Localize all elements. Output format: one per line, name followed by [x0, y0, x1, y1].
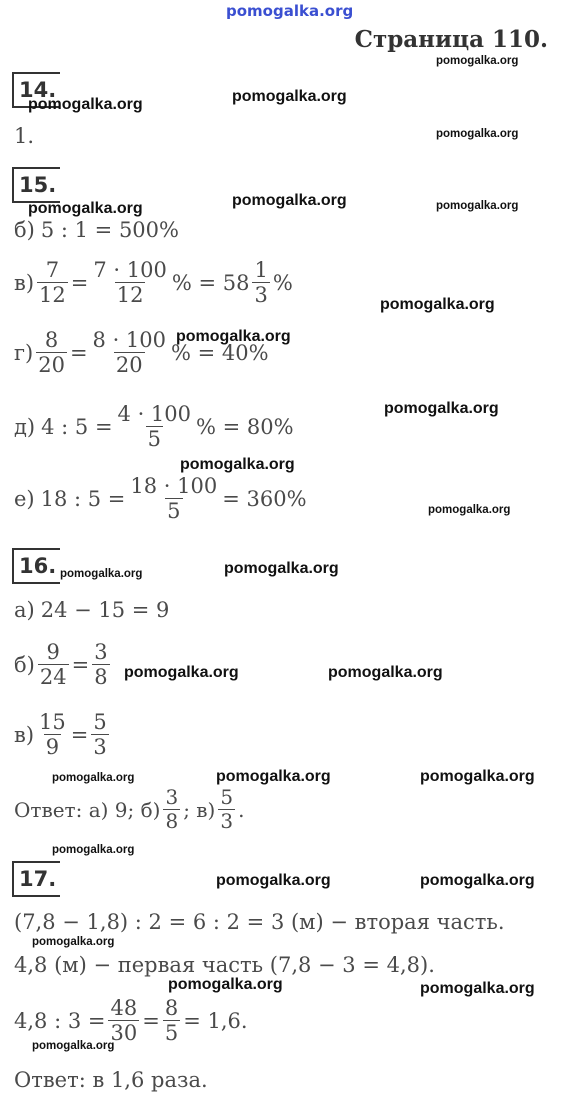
watermark: pomogalka.org	[52, 772, 135, 784]
page-title: Страница 110.	[354, 26, 548, 53]
watermark: pomogalka.org	[436, 55, 519, 67]
task-16-answer: Ответ: а) 9; б) $\frac{3}{8}$ ; в) $\frac{5}{3}$ .	[14, 785, 245, 833]
watermark: pomogalka.org	[176, 328, 291, 345]
task-15-g: г) $\frac{8}{20}$ = $\frac{8 \cdot 100}{20}$ % = 40%	[14, 328, 269, 378]
task-15-v: в) $\frac{7}{12}$ = $\frac{7 \cdot 100}{12}$ % = 58 $\frac{1}{3}$ %	[14, 258, 293, 308]
task-16-a: а) 24 − 15 = 9	[14, 598, 170, 622]
watermark: pomogalka.org	[28, 96, 143, 113]
watermark: pomogalka.org	[420, 872, 535, 889]
watermark: pomogalka.org	[168, 976, 283, 993]
watermark: pomogalka.org	[420, 980, 535, 997]
fraction: $\frac{3}{8}$	[94, 640, 108, 690]
task-number-15: 15.	[12, 167, 60, 203]
fraction: $\frac{7}{12}$	[39, 258, 66, 308]
watermark: pomogalka.org	[124, 664, 239, 681]
task-16-b: б) $\frac{9}{24}$ = $\frac{3}{8}$	[14, 640, 108, 690]
fraction: $\frac{18 \cdot 100}{5}$	[130, 474, 218, 524]
watermark: pomogalka.org	[180, 456, 295, 473]
task-15-e: е) 18 : 5 = $\frac{18 \cdot 100}{5}$ = 360%	[14, 474, 307, 524]
watermark: pomogalka.org	[420, 768, 535, 785]
watermark: pomogalka.org	[216, 768, 331, 785]
task-17-line2: 4,8 (м) − первая часть (7,8 − 3 = 4,8).	[14, 953, 435, 977]
watermark: pomogalka.org	[232, 88, 347, 105]
watermark: pomogalka.org	[436, 128, 519, 140]
fraction: $\frac{7 \cdot 100}{12}$	[93, 258, 167, 308]
task-number-17: 17.	[12, 861, 60, 897]
fraction: $\frac{1}{3}$	[254, 258, 268, 308]
watermark: pomogalka.org	[380, 296, 495, 313]
task-15-b: б) 5 : 1 = 500%	[14, 218, 179, 242]
task-16-v: в) $\frac{15}{9}$ = $\frac{5}{3}$	[14, 710, 107, 760]
watermark: pomogalka.org	[32, 936, 115, 948]
site-title: pomogalka.org	[226, 2, 354, 20]
watermark: pomogalka.org	[224, 560, 339, 577]
fraction: $\frac{3}{8}$	[165, 785, 179, 833]
fraction: $\frac{8 \cdot 100}{20}$	[92, 328, 167, 378]
fraction: $\frac{48}{30}$	[110, 996, 138, 1046]
fraction: $\frac{8}{5}$	[164, 996, 179, 1046]
watermark: pomogalka.org	[428, 504, 511, 516]
task-number-14: 14.	[12, 72, 60, 108]
watermark: pomogalka.org	[384, 400, 499, 417]
fraction: $\frac{9}{24}$	[39, 640, 67, 690]
task-17-line1: (7,8 − 1,8) : 2 = 6 : 2 = 3 (м) − вторая часть.	[14, 910, 505, 934]
task-15-d: д) 4 : 5 = $\frac{4 \cdot 100}{5}$ % = 80%	[14, 402, 294, 452]
fraction: $\frac{15}{9}$	[39, 710, 66, 760]
watermark: pomogalka.org	[32, 1040, 115, 1052]
watermark: pomogalka.org	[232, 192, 347, 209]
watermark: pomogalka.org	[436, 200, 519, 212]
fraction: $\frac{5}{3}$	[93, 710, 107, 760]
watermark: pomogalka.org	[328, 664, 443, 681]
watermark: pomogalka.org	[52, 844, 135, 856]
fraction: $\frac{4 \cdot 100}{5}$	[117, 402, 192, 452]
task-14-answer: 1.	[14, 124, 35, 148]
watermark: pomogalka.org	[216, 872, 331, 889]
watermark: pomogalka.org	[60, 568, 143, 580]
watermark: pomogalka.org	[28, 200, 143, 217]
fraction: $\frac{5}{3}$	[220, 785, 234, 833]
task-17-line3: 4,8 : 3 = $\frac{48}{30}$ = $\frac{8}{5}$ = 1,6.	[14, 996, 248, 1046]
task-number-16: 16.	[12, 548, 60, 584]
task-17-answer: Ответ: в 1,6 раза.	[14, 1068, 208, 1092]
fraction: $\frac{8}{20}$	[38, 328, 65, 378]
